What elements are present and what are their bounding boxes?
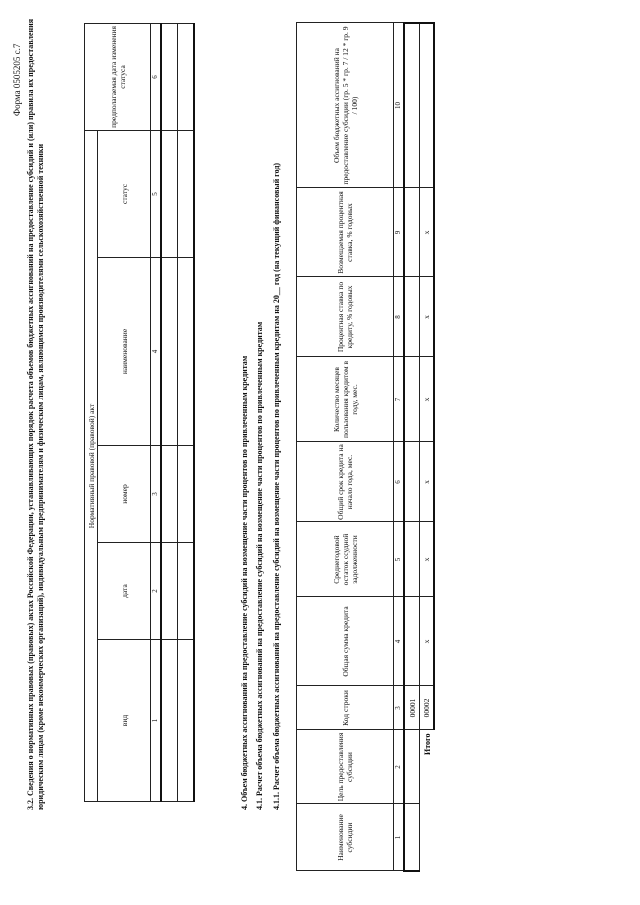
section-4-title: 4. Объем бюджетных ассигнований на предоставление субсидий на возмещение части процентов по привлеченным кредитам — [240, 355, 249, 810]
total-x-cell: x — [420, 277, 435, 357]
cell-empty — [404, 277, 420, 357]
header-months-used: Количество месяцев пользования кредитом в году, мес. — [297, 357, 394, 442]
total-x-cell: x — [420, 188, 435, 277]
colnum-2: 2 — [151, 543, 162, 640]
cell-empty — [178, 258, 195, 446]
header-name: наименование — [98, 258, 151, 446]
colnum-3: 3 — [151, 446, 162, 543]
row-code-cell: 00001 — [404, 686, 420, 730]
colnum-9: 9 — [394, 188, 405, 277]
header-type: вид — [98, 640, 151, 802]
colnum-8: 8 — [394, 277, 405, 357]
header-total-credit: Общая сумма кредита — [297, 597, 394, 686]
section-4-1-title: 4.1. Расчет объема бюджетных ассигнований на предоставление субсидий на возмещение части процентов по привлеченным кредитам — [255, 321, 264, 810]
colnum-5: 5 — [394, 522, 405, 597]
cell-empty — [404, 522, 420, 597]
header-number: номер — [98, 446, 151, 543]
colnum-6: 6 — [394, 442, 405, 522]
colnum-6: 6 — [151, 23, 162, 130]
cell-empty — [404, 597, 420, 686]
total-x-cell: x — [420, 357, 435, 442]
section-3-2-title: 3.2. Сведения о нормативных правовых (правовых) актах Российской Федерации, устанавливающих порядок расчета объемов бюджетных ассигнований на предоставление субсидий и (или) правила их предоставления юридическим лицам (кроме некоммерческих организаций), индивидуальным предпринимателям и физическим лицам, являющимся производителями сельскохозяйственной техники — [26, 18, 45, 810]
cell-empty — [404, 730, 420, 804]
header-budget-volume: Объем бюджетных ассигнований на предоставление субсидии (гр. 5 * гр. 7 / 12 * гр. 9 / 100) — [297, 23, 394, 188]
total-x-cell: x — [420, 522, 435, 597]
table-4-1-1 — [296, 22, 435, 872]
colnum-1: 1 — [151, 640, 162, 802]
header-credit-term: Общий срок кредита на начало года, мес. — [297, 442, 394, 522]
colnum-10: 10 — [394, 23, 405, 188]
header-subsidy-purpose: Цель предоставления субсидии — [297, 730, 394, 804]
cell-empty — [161, 543, 178, 640]
header-reimbursed-rate: Возмещаемая процентная ставка, % годовых — [297, 188, 394, 277]
total-code-cell: 00002 — [420, 686, 435, 730]
cell-empty — [161, 446, 178, 543]
total-x-cell: x — [420, 442, 435, 522]
form-code: Форма 0505205 с.7 — [12, 43, 22, 116]
header-date: дата — [98, 543, 151, 640]
cell-empty — [161, 258, 178, 446]
section-4-1-1-title: 4.1.1. Расчет объема бюджетных ассигнований на предоставление субсидий на возмещение части процентов по привлеченным кредитам на 20__ год (на текущий финансовый год) — [272, 162, 281, 810]
header-row-code: Код строки — [297, 686, 394, 730]
cell-empty — [178, 640, 195, 802]
cell-empty — [178, 446, 195, 543]
cell-empty — [178, 23, 195, 130]
cell-empty — [178, 543, 195, 640]
colnum-3: 3 — [394, 686, 405, 730]
header-interest-rate: Процентная ставка по кредиту, % годовых — [297, 277, 394, 357]
cell-empty — [161, 130, 178, 257]
cell-empty — [404, 804, 420, 871]
cell-empty — [161, 640, 178, 802]
total-x-cell: x — [420, 597, 435, 686]
total-label: Итого — [420, 730, 435, 871]
header-subsidy-name: Наименование субсидии — [297, 804, 394, 871]
cell-empty — [404, 357, 420, 442]
cell-empty — [404, 188, 420, 277]
cell-empty — [404, 442, 420, 522]
header-status: статус — [98, 130, 151, 257]
header-normative-act: Нормативный правовой (правовой) акт — [85, 130, 98, 801]
colnum-5: 5 — [151, 130, 162, 257]
colnum-2: 2 — [394, 730, 405, 804]
colnum-1: 1 — [394, 804, 405, 871]
cell-empty — [178, 130, 195, 257]
table-3-2 — [84, 23, 195, 802]
colnum-7: 7 — [394, 357, 405, 442]
cell-empty — [161, 23, 178, 130]
colnum-4: 4 — [151, 258, 162, 446]
total-value-cell — [420, 23, 435, 188]
cell-empty — [404, 23, 420, 188]
header-average-balance: Среднегодовой остаток ссудной задолженности — [297, 522, 394, 597]
colnum-4: 4 — [394, 597, 405, 686]
header-expected-status-date: предполагаемая дата изменения статуса — [85, 23, 151, 130]
